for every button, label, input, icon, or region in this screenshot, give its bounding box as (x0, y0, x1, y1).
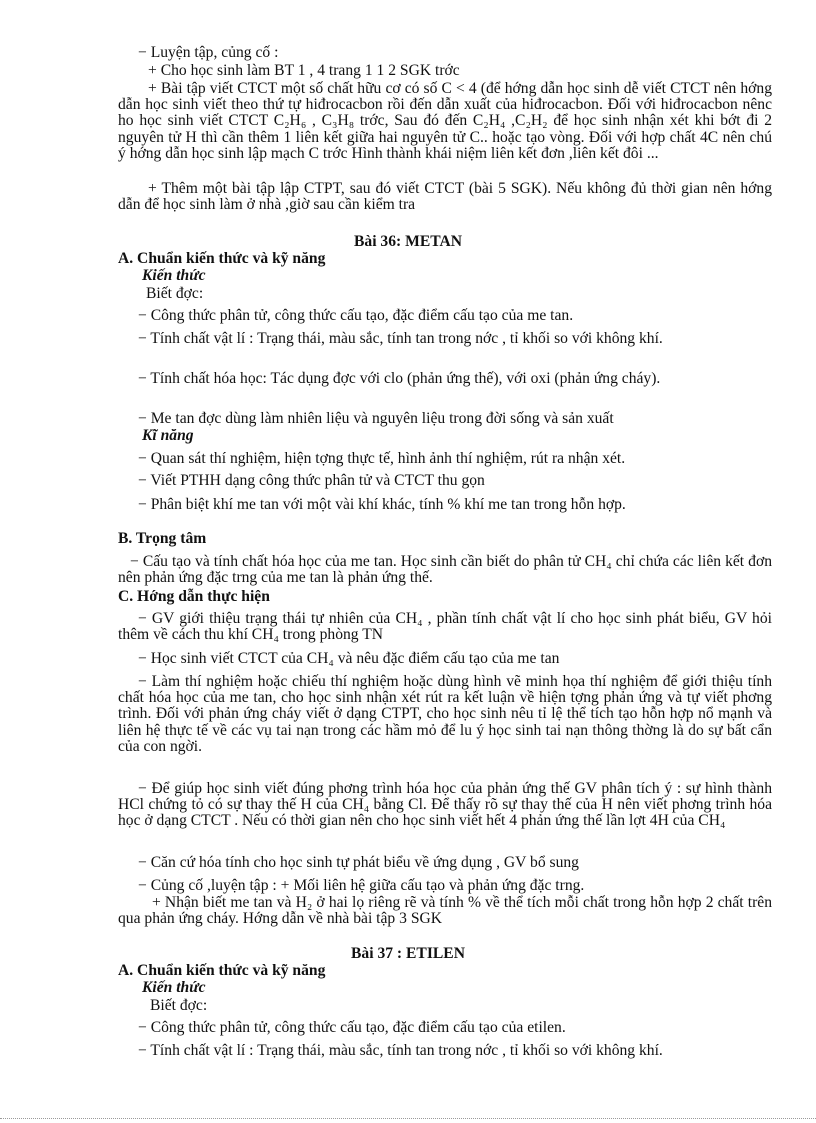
intro-paragraph-4: + Thêm một bài tập lập CTPT, sau đó viết CTCT (bài 5 SGK). Nếu không đủ thời gian nên hớng dẫn để học sinh làm ở nhà ,giờ sau cần kiểm tra (118, 180, 772, 214)
intro-paragraph-3: + Bài tập viết CTCT một số chất hữu cơ có số C < 4 (để hớng dẫn học sinh dễ viết CTCT nên hớng dẫn học sinh viết theo thứ tự hiđrocacbon rồi đến dẫn xuất của hiđrocacbon. Đối với hiđrocacbon nênc ho học sinh viết CTCT C₂H₆ , C₃H₈ trớc, Sau đó đến C₂H₄ ,C₂H₂ để học sinh nhận xét khi bớt đi 2 nguyên tử H thì cần thêm 1 liên kết giữa hai nguyên tử C.. hoặc tạo vòng. Đối với hợp chất 4C nên chú ý hớng dẫn học sinh lập mạch C trớc Hình thành khái niệm liên kết đơn ,liên kết đôi ... (118, 80, 772, 162)
intro-line-1: − Luyện tập, củng cố : (138, 44, 279, 61)
focus-paragraph: − Cấu tạo và tính chất hóa học của me tan. Học sinh cần biết do phân tử CH₄ chỉ chứa các liên kết đơn nên phản ứng đặc trng của me tan là phản ứng thế. (118, 553, 772, 587)
section-a-heading: A. Chuẩn kiến thức và kỹ năng (118, 250, 326, 267)
knowledge-subheading-37: Kiến thức (142, 979, 206, 996)
guide-item-1: − GV giới thiệu trạng thái tự nhiên của CH₄ , phần tính chất vật lí cho học sinh phát biểu, GV hỏi thêm về cách thu khí CH₄ trong phòng TN (118, 610, 772, 644)
section-b-heading: B. Trọng tâm (118, 530, 207, 547)
know-label-37: Biết đợc: (150, 997, 208, 1014)
intro-line-2: + Cho học sinh làm BT 1 , 4 trang 1 1 2 SGK trớc (148, 62, 460, 79)
page-bottom-border (0, 1118, 816, 1120)
guide-item-3: − Làm thí nghiệm hoặc chiếu thí nghiệm hoặc dùng hình vẽ minh họa thí nghiệm để giới thiệu tính chất hóa học của me tan, cho học sinh nhận xét rút ra kết luận về hiện tợng phản ứng và tự viết phơng trình. Đối với phản ứng cháy viết ở dạng CTPT, cho học sinh nêu tỉ lệ thể tích tạo hỗn hợp nổ mạnh và liên hệ thực tế về các vụ tai nạn trong các hầm mỏ để lu ý học sinh tai nạn thông thờng là do sự bất cẩn của con ngời. (118, 673, 772, 755)
guide-item-7: + Nhận biết me tan và H₂ ở hai lọ riêng rẽ và tính % về thể tích mỗi chất trong hỗn hợp 2 chất trên qua phản ứng cháy. Hớng dẫn về nhà bài tập 3 SGK (118, 894, 772, 928)
know-label: Biết đợc: (146, 285, 204, 302)
knowledge-subheading: Kiến thức (142, 267, 206, 284)
knowledge-item-3: − Tính chất hóa học: Tác dụng đợc với clo (phản ứng thế), với oxi (phản ứng cháy). (138, 370, 661, 387)
guide-item-6: − Củng cố ,luyện tập : + Mối liên hệ giữa cấu tạo và phản ứng đặc trng. (138, 877, 585, 894)
guide-item-2: − Học sinh viết CTCT của CH₄ và nêu đặc điểm cấu tạo của me tan (138, 650, 560, 667)
knowledge-item-37-2: − Tính chất vật lí : Trạng thái, màu sắc, tính tan trong nớc , tỉ khối so với không khí. (138, 1042, 663, 1059)
lesson-36-title: Bài 36: METAN (354, 233, 462, 250)
lesson-37-title: Bài 37 : ETILEN (351, 945, 465, 962)
skill-item-3: − Phân biệt khí me tan với một vài khí khác, tính % khí me tan trong hỗn hợp. (138, 496, 626, 513)
skills-subheading: Kĩ năng (142, 427, 194, 444)
knowledge-item-37-1: − Công thức phân tử, công thức cấu tạo, đặc điểm cấu tạo của etilen. (138, 1019, 566, 1036)
knowledge-item-2: − Tính chất vật lí : Trạng thái, màu sắc, tính tan trong nớc , tỉ khối so với không khí. (138, 330, 663, 347)
skill-item-1: − Quan sát thí nghiệm, hiện tợng thực tế, hình ảnh thí nghiệm, rút ra nhận xét. (138, 450, 626, 467)
guide-item-4: − Để giúp học sinh viết đúng phơng trình hóa học của phản ứng thế GV phân tích ý : sự hình thành HCl chứng tỏ có sự thay thế H của CH₄ bằng Cl. Để thấy rõ sự thay thế của H nên viết phơng trình hóa học ở dạng CTCT . Nếu có thời gian nên cho học sinh viết hết 4 phản ứng thế lần lợt 4H của CH₄ (118, 780, 772, 830)
skill-item-2: − Viết PTHH dạng công thức phân tử và CTCT thu gọn (138, 472, 485, 489)
guide-item-5: − Căn cứ hóa tính cho học sinh tự phát biểu về ứng dụng , GV bổ sung (138, 854, 579, 871)
knowledge-item-1: − Công thức phân tử, công thức cấu tạo, đặc điểm cấu tạo của me tan. (138, 307, 574, 324)
section-a-heading-37: A. Chuẩn kiến thức và kỹ năng (118, 962, 326, 979)
section-c-heading: C. Hớng dẫn thực hiện (118, 588, 270, 605)
knowledge-item-4: − Me tan đợc dùng làm nhiên liệu và nguyên liệu trong đời sống và sản xuất (138, 410, 614, 427)
